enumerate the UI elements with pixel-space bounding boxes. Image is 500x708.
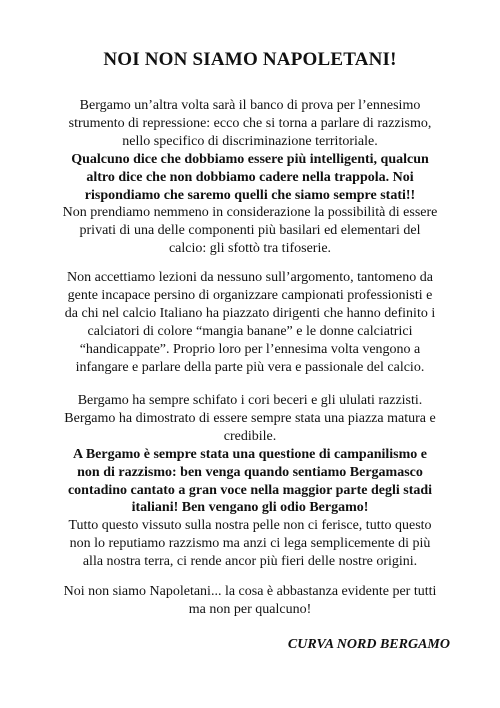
text-line: Non prendiamo nemmeno in considerazione la possibilità di essere: [62, 205, 438, 221]
bold-text-line: altro dice che non dobbiamo cadere nella trappola. Noi: [86, 169, 414, 185]
paragraph-2: [36, 269, 464, 376]
text-line: calcio: gli sfottò tra tifoserie.: [168, 241, 332, 257]
text-line: nello specifico di discriminazione territoriale.: [122, 133, 378, 149]
text-line: alla nostra terra, ci rende ancor più fieri delle nostre origini.: [82, 554, 418, 570]
bold-text-line: rispondiamo che saremo quelli che siamo sempre stati!!: [84, 187, 416, 203]
text-line: Noi non siamo Napoletani... la cosa è abbastanza evidente per tutti: [63, 584, 437, 599]
paragraph-3: [36, 392, 464, 571]
bold-text-line: Qualcuno dice che dobbiamo essere più intelligenti, qualcun: [71, 151, 429, 167]
text-line: gente incapace persino di organizzare campionati professionisti e: [67, 287, 433, 303]
bold-text-line: italiani! Ben vengano gli odio Bergamo!: [131, 500, 369, 516]
text-line: calciatori di colore “mangia banane” e le donne calciatrici: [87, 323, 413, 339]
bold-text-line: non di razzismo: ben venga quando sentiamo Bergamasco: [77, 464, 423, 480]
text-line: ma non per qualcuno!: [188, 601, 312, 617]
bold-text-line: A Bergamo è sempre stata una questione di campanilismo e: [72, 446, 427, 462]
text-line: “handicappate”. Proprio loro per l’ennesima volta vengono a: [79, 341, 421, 357]
bold-text-line: contadino cantato a gran voce nella maggior parte degli stadi: [67, 482, 433, 498]
text-line: da chi nel calcio Italiano ha piazzato dirigenti che hanno definito i: [64, 305, 436, 321]
paragraph-4: [36, 583, 464, 619]
paragraph-1: [36, 97, 464, 258]
text-line: strumento di repressione: ecco che si torna a parlare di razzismo,: [68, 115, 432, 131]
text-line: Non accettiamo lezioni da nessuno sull’argomento, tantomeno da: [67, 270, 433, 285]
text-line: privati di una delle componenti più basilari ed elementari del: [79, 223, 421, 239]
text-line: Bergamo un’altra volta sarà il banco di prova per l’ennesimo: [79, 98, 421, 113]
text-line: credibile.: [223, 428, 277, 444]
text-line: Tutto questo vissuto sulla nostra pelle non ci ferisce, tutto questo: [68, 518, 432, 534]
text-line: non lo reputiamo razzismo ma anzi ci lega semplicemente di più: [69, 536, 431, 552]
text-line: Bergamo ha sempre schifato i cori beceri e gli ululati razzisti.: [77, 393, 423, 408]
document-title: NOI NON SIAMO NAPOLETANI!: [103, 49, 397, 70]
text-line: Bergamo ha dimostrato di essere sempre stata una piazza matura e: [64, 410, 436, 426]
text-line: infangare e parlare della parte più vera e passionale del calcio.: [75, 359, 425, 375]
signature: CURVA NORD BERGAMO: [287, 637, 450, 652]
